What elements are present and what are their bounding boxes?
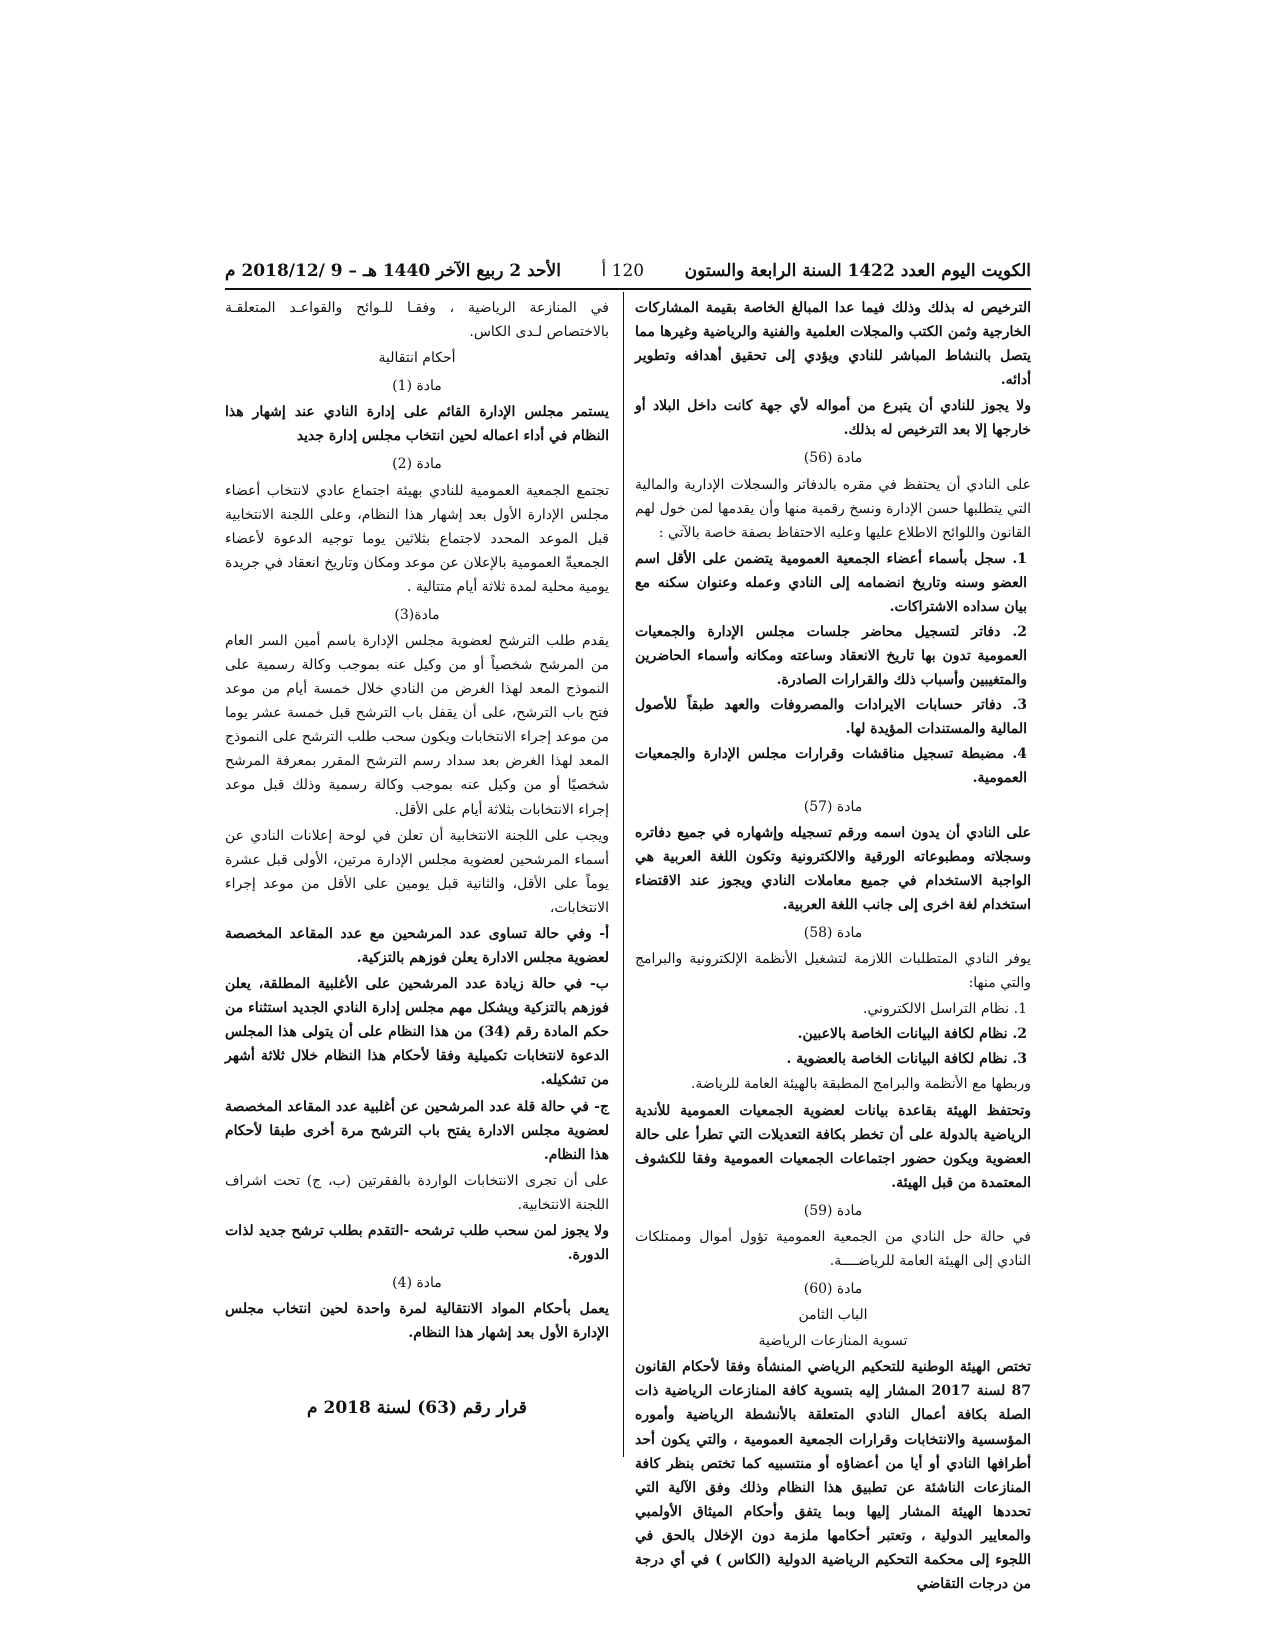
article-heading: مادة (58) — [803, 924, 863, 941]
right-column — [635, 296, 1031, 1598]
paragraph: ولا يجوز للنادي أن يتبرع من أمواله لأي جهة كانت داخل البلاد أو خارجها إلا بعد الترخيص له بذلك. — [635, 398, 1031, 439]
column-divider — [623, 292, 624, 1457]
header-date: الأحد 2 ربيع الآخر 1440 هـ – 9 /2018/12 م — [225, 261, 561, 281]
article-list — [635, 997, 1031, 1071]
paragraph: على النادي أن يدون اسمه ورقم تسجيله وإشهاره في جميع دفاتره وسجلاته ومطبوعاته الورقية والالكترونية وتكون اللغة العربية هي الواجبة الاستخدام في جميع معاملات النادي ويجوز عند الاقتضاء استخدام لغة اخرى إلى جانب اللغة العربية. — [635, 824, 1031, 913]
paragraph: وربطها مع الأنظمة والبرامج المطبقة بالهيئة العامة للرياضة. — [690, 1076, 1031, 1093]
list-item: 1. سجل بأسماء أعضاء الجمعية العمومية يتضمن على الأقل اسم العضو وسنه وتاريخ انضمامه إلى النادي وعمله وعنوان سكنه مع بيان سداده الاشتراكات. — [635, 550, 1027, 615]
list-item: 3. نظام لكافة البيانات الخاصة بالعضوية . — [786, 1051, 1027, 1068]
article-heading: مادة(3) — [394, 606, 440, 623]
paragraph: على أن تجرى الانتخابات الواردة بالفقرتين (ب، ج) تحت اشراف اللجنة الانتخابية. — [225, 1172, 609, 1213]
paragraph: ولا يجوز لمن سحب طلب ترشحه -التقدم بطلب ترشح جديد لذات الدورة. — [225, 1222, 609, 1263]
paragraph: يعمل بأحكام المواد الانتقالية لمرة واحدة لحين انتخاب مجلس الإدارة الأول بعد إشهار هذا النظام. — [225, 1301, 609, 1342]
list-item: 1. نظام التراسل الالكتروني. — [863, 1001, 1027, 1018]
paragraph: تجتمع الجمعية العمومية للنادي بهيئة اجتماع عادي لانتخاب أعضاء مجلس الإدارة الأول بعد إشهار هذا النظام، وعلى اللجنة الانتخابية قبل الموعد المحدد لاجتماع بثلاثين يوما توجيه الدعوة لأعضاء الجمعيةّ العمومية بالإعلان عن موعد ومكان وتاريخ انعقاد في جريدة يومية محلية لمدة ثلاثة أيام متتالية . — [225, 482, 609, 595]
list-item: 4. مضبطة تسجيل مناقشات وقرارات مجلس الإدارة والجمعيات العمومية. — [635, 746, 1027, 787]
paragraph: في المنازعة الرياضية ، وفقـا للـوائح والقواعـد المتعلقـة بالاختصاص لـدى الكاس. — [225, 300, 609, 341]
chapter-title: الباب الثامن — [798, 1307, 868, 1324]
chapter-subtitle: تسوية المنازعات الرياضية — [758, 1333, 908, 1350]
article-list — [635, 547, 1031, 791]
header-rule — [225, 288, 1031, 290]
article-heading: مادة (56) — [803, 450, 863, 467]
article-heading: مادة (1) — [392, 378, 442, 395]
paragraph: الترخيص له بذلك وذلك فيما عدا المبالغ الخاصة بقيمة المشاركات الخارجية وثمن الكتب والمجلات العلمية والفنية والرياضية وغيرها مما يتصل بالنشاط المباشر للنادي ويؤدي إلى تحقيق أهدافه وتطوير أدائه. — [635, 300, 1031, 389]
list-item: 2. دفاتر لتسجيل محاضر جلسات مجلس الإدارة والجمعيات العمومية تدون بها تاريخ الانعقاد وساعته ومكانه وأسماء الحاضرين والمتغيبين وأسباب ذلك والقرارات الصادرة. — [635, 624, 1027, 689]
section-title: أحكام انتقالية — [378, 350, 456, 367]
paragraph: يوفر النادي المتطلبات اللازمة لتشغيل الأنظمة الإلكترونية والبرامج والتي منها: — [635, 951, 1031, 992]
page-header — [225, 257, 1031, 285]
decree-title: قرار رقم (63) لسنة 2018 م — [307, 1398, 527, 1418]
paragraph: على النادي أن يحتفظ في مقره بالدفاتر والسجلات الإدارية والمالية التي يتطلبها حسن الإدارة ونسخ رقمية منها وأن يقدمها لمن خول لهم القانون واللوائح الاطلاع عليها وعليه الاحتفاظ بصفة خاصة بالآتي : — [635, 476, 1031, 541]
article-heading: مادة (2) — [392, 456, 442, 473]
paragraph: تختص الهيئة الوطنية للتحكيم الرياضي المنشأة وفقا لأحكام القانون 87 لسنة 2017 المشار إليه بتسوية كافة المنازعات الرياضية ذات الصلة بكافة أعمال النادي المتعلقة بالأنشطة الرياضية وأموره المؤسسية والانتخابات وقرارات الجمعية العمومية ، والتي يكون أحد أطرافها النادي أو أيا من أعضاؤه أو منتسبيه كما تختص بنظر كافة المنازعات الناشئة عن تطبيق هذا النظام وذلك وفق الآلية التي تحددها الهيئة المشار إليها وبما يتفق وأحكام الميثاق الأولمبي والمعايير الدولية ، وتعتبر أحكامها ملزمة دون الإخلال بالحق في اللجوء إلى محكمة التحكيم الرياضية الدولية (الكاس ) في أي درجة من درجات التقاضي — [635, 1359, 1032, 1592]
article-heading: مادة (59) — [803, 1202, 863, 1219]
header-issue: الكويت اليوم العدد 1422 السنة الرابعة والستون — [684, 261, 1031, 281]
paragraph: ج- في حالة قلة عدد المرشحين عن أغلبية عدد المقاعد المخصصة لعضوية مجلس الادارة يفتح باب الترشح مرة أخرى طبقا لأحكام هذا النظام. — [225, 1098, 609, 1163]
paragraph: في حالة حل النادي من الجمعية العمومية تؤول أموال وممتلكات النادي إلى الهيئة العامة للرياضــــة. — [635, 1228, 1031, 1269]
paragraph: ب- في حالة زيادة عدد المرشحين على الأغلبية المطلقة، يعلن فوزهم بالتزكية ويشكل مهم مجلس إدارة النادي الجديد استثناء من حكم المادة رقم (34) من هذا النظام على أن يتولى هذا المجلس الدعوة لانتخابات تكميلية وفقا لأحكام هذا النظام خلال ثلاثة أشهر من تشكيله. — [225, 976, 609, 1089]
paragraph: ويجب على اللجنة الانتخابية أن تعلن في لوحة إعلانات النادي عن أسماء المرشحين لعضوية مجلس الإدارة مرتين، الأولى قبل عشرة يوماً على الأقل، والثانية قبل يومين على الأقل من موعد إجراء الانتخابات، — [225, 827, 609, 916]
paragraph: يقدم طلب الترشح لعضوية مجلس الإدارة باسم أمين السر العام من المرشح شخصياً أو من وكيل عنه بموجب وكالة رسمية على النموذج المعد لهذا الغرض من النادي خلال خمسة أيام من موعد فتح باب الترشح، على أن يقفل باب الترشح قبل خمسة عشر يوما من موعد إجراء الانتخابات ويكون سحب طلب الترشح على النموذج المعد لهذا الغرض بعد سداد رسم الترشح المقرر بمعرفة المرشح شخصيًا أو من وكيل عنه بموجب وكالة رسمية وذلك قبل موعد إجراء الانتخابات بثلاثة أيام على الأقل. — [225, 633, 609, 818]
paragraph: وتحتفظ الهيئة بقاعدة بيانات لعضوية الجمعيات العمومية للأندية الرياضية بالدولة على أن تخطر بكافة التعديلات التي تطرأ على حالة العضوية ويكون حضور اجتماعات الجمعيات العمومية وفقا للكشوف المعتمدة من قبل الهيئة. — [635, 1102, 1031, 1191]
paragraph: أ- وفي حالة تساوى عدد المرشحين مع عدد المقاعد المخصصة لعضوية مجلس الادارة يعلن فوزهم بالتزكية. — [225, 925, 609, 967]
header-page-number: 120 أ — [601, 261, 645, 281]
article-heading: مادة (57) — [803, 798, 863, 815]
list-item: 3. دفاتر حسابات الايرادات والمصروفات والعهد طبقاً للأصول المالية والمستندات المؤيدة لها. — [635, 697, 1027, 738]
article-heading: مادة (4) — [392, 1275, 442, 1292]
article-heading: مادة (60) — [803, 1281, 863, 1298]
paragraph: يستمر مجلس الإدارة القائم على إدارة النادي عند إشهار هذا النظام في أداء اعماله لحين انتخاب مجلس إدارة جديد — [225, 404, 609, 445]
left-column — [225, 296, 609, 1347]
list-item: 2. نظام لكافة البيانات الخاصة بالاعبين. — [797, 1026, 1027, 1043]
